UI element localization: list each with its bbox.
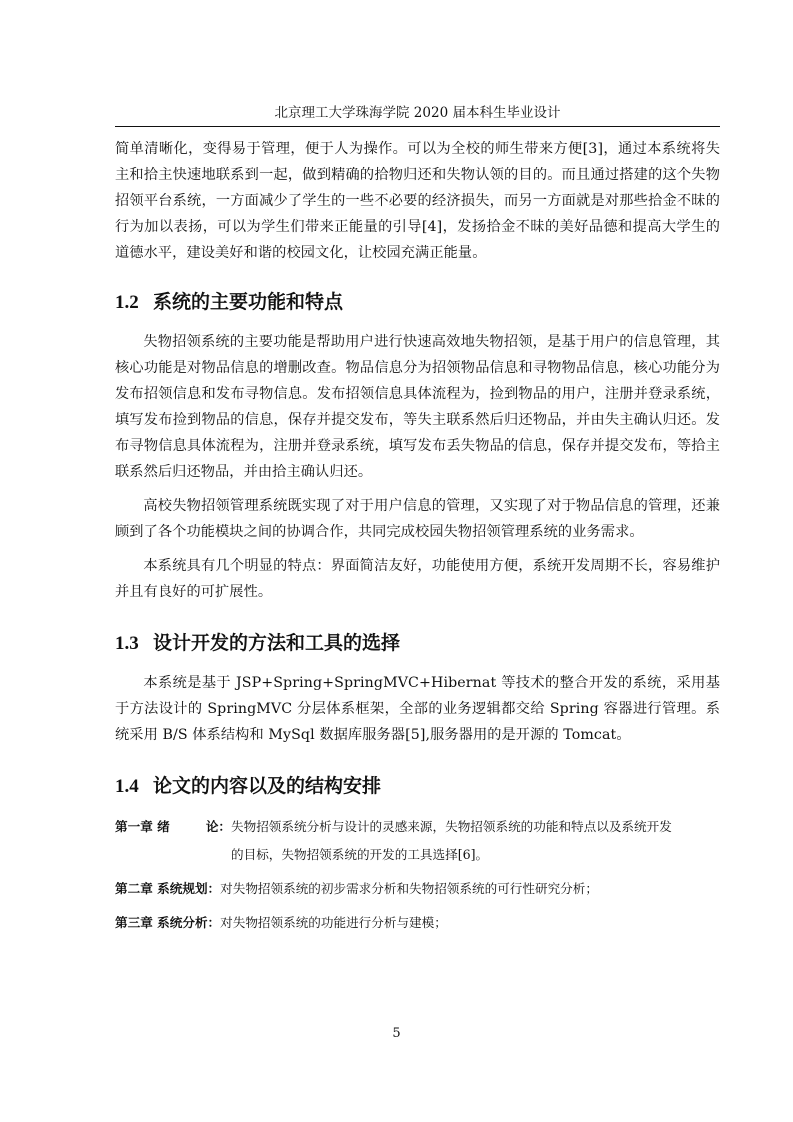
section-1-4-heading [115,772,720,801]
section-number: 1.4 [115,776,139,797]
section-number: 1.3 [115,633,139,654]
chapter-label: 第三章 系统分析： [115,915,221,930]
section-title-text: 系统的主要功能和特点 [153,291,344,313]
body-paragraph: 失物招领系统的主要功能是帮助用户进行快速高效地失物招领，是基于用户的信息管理，其核心功能是对物品信息的增删改查。物品信息分为招领物品信息和寻物物品信息，核心功能分为发布招领信息和发布寻物信息。发布招领信息具体流程为，捡到物品的用户，注册并登录系统，填写发布捡到物品的信息，保存并提交发布，等失主联系然后归还物品，并由失主确认归还。发布寻物信息具体流程为，注册并登录系统，填写发布丢失物品的信息，保存并提交发布，等拾主联系然后归还物品，并由拾主确认归还。 [115,334,720,480]
page-number: 5 [392,1026,401,1041]
chapter-label-part: 第一章 绪 [115,819,170,834]
header-rule [115,126,720,127]
chapter-entry [115,813,720,869]
intro-paragraph: 简单清晰化，变得易于管理，便于人为操作。可以为全校的师生带来方便[3]，通过本系统将失主和拾主快速地联系到一起，做到精确的拾物归还和失物认领的目的。而且通过搭建的这个失物招领平台系统，一方面减少了学生的一些不必要的经济损失，而另一方面就是对那些拾金不昧的行为加以表扬，可以为学生们带来正能量的引导[4]，发扬拾金不昧的美好品德和提高大学生的道德水平，建设美好和谐的校园文化，让校园充满正能量。 [115,141,720,261]
chapter-label-part: 论： [205,819,231,834]
chapter-description: 对失物招领系统的功能进行分析与建模； [220,915,447,930]
body-paragraph: 本系统具有几个明显的特点：界面简洁友好，功能使用方便，系统开发周期不长，容易维护并且有良好的可扩展性。 [115,558,720,600]
page-body [115,136,720,937]
section-title-text: 设计开发的方法和工具的选择 [153,632,401,654]
chapter-outline [115,813,720,937]
body-paragraph: 本系统是基于 JSP+Spring+SpringMVC+Hibernat 等技术的整合开发的系统，采用基于方法设计的 SpringMVC 分层体系框架，全部的业务逻辑都交给 Spring 容器进行管理。系统采用 B/S 体系结构和 MySql 数据库服务器[5],服务器用的是开源的 Tomcat。 [115,675,720,743]
body-paragraph: 高校失物招领管理系统既实现了对于用户信息的管理，又实现了对于物品信息的管理，还兼顾到了各个功能模块之间的协调合作，共同完成校园失物招领管理系统的业务需求。 [115,498,720,540]
chapter-description: 对失物招领系统的初步需求分析和失物招领系统的可行性研究分析； [220,881,598,896]
chapter-description-cont: 的目标，失物招领系统的开发的工具选择[6]。 [231,847,489,862]
section-1-3-heading [115,629,720,658]
running-header: 北京理工大学珠海学院 2020 届本科生毕业设计 [274,105,561,121]
chapter-entry [115,875,720,903]
section-1-2-heading [115,288,720,317]
section-number: 1.2 [115,292,139,313]
section-title-text: 论文的内容以及的结构安排 [153,775,382,797]
chapter-label [115,813,231,841]
chapter-label: 第二章 系统规划： [115,881,221,896]
chapter-entry [115,909,720,937]
chapter-description: 失物招领系统分析与设计的灵感来源，失物招领系统的功能和特点以及系统开发 [231,819,672,834]
